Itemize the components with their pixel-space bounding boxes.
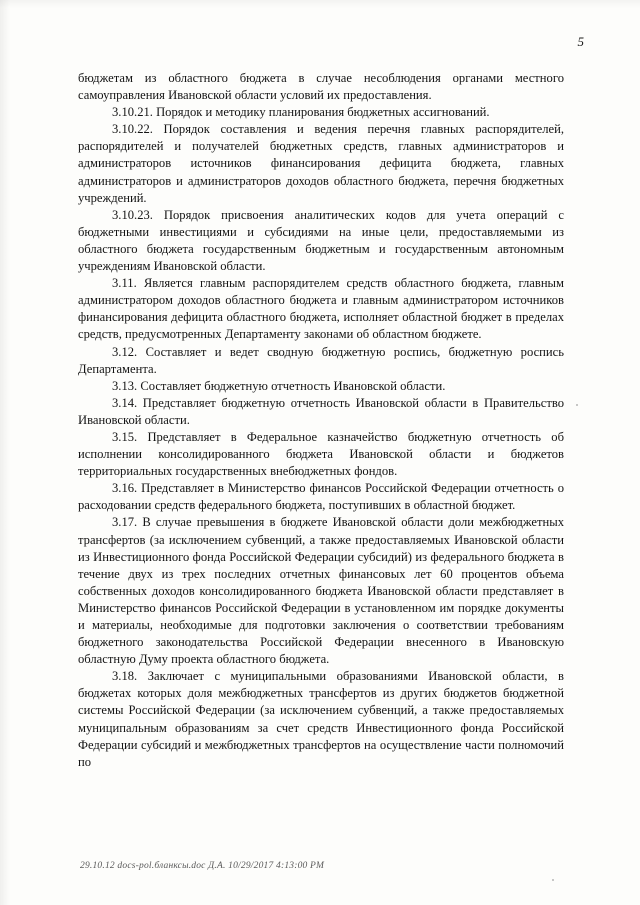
paragraph-3-18: 3.18. Заключает с муниципальными образованиями Ивановской области, в бюджетах которых доля межбюджетных трансфертов из других бюджетов бюджетной системы Российской Федерации (за исключением субвенций, а также предоставляемых муниципальным образованиям за счет средств Инвестиционного фонда Российской Федерации субсидий и межбюджетных трансфертов на осуществление части полномочий по	[78, 669, 564, 769]
paragraph-3-10-21: 3.10.21. Порядок и методику планирования бюджетных ассигнований.	[112, 105, 490, 120]
paragraph-3-14: 3.14. Представляет бюджетную отчетность Ивановской области в Правительство Ивановской области.	[78, 395, 564, 427]
paragraph-3-13: 3.13. Составляет бюджетную отчетность Ивановской области.	[112, 378, 446, 393]
scan-speck	[120, 456, 121, 457]
document-body	[78, 70, 564, 771]
paragraph-3-10-22: 3.10.22. Порядок составления и ведения перечня главных распорядителей, распорядителей и получателей бюджетных средств, главных администраторов и администраторов источников финансирования дефицита бюджета, главных администраторов и администраторов доходов областного бюджета, перечня бюджетных учреждений.	[78, 122, 564, 205]
paragraph-continuation: бюджетам из областного бюджета в случае несоблюдения органами местного самоуправления Ивановской области условий их предоставления.	[78, 71, 564, 103]
paragraph-3-17: 3.17. В случае превышения в бюджете Ивановской области доли межбюджетных трансфертов (за исключением субвенций, а также предоставляемых Ивановской области из Инвестиционного фонда Российской Федерации субсидий) из федерального бюджета в течение двух из трех последних отчетных финансовых лет 60 процентов объема собственных доходов консолидированного бюджета Ивановской области представляет в Министерство финансов Российской Федерации в установленном им порядке документы и материалы, необходимые для подготовки заключения о соответствии требованиям бюджетного законодательства Российской Федерации внесенного в Ивановскую областную Думу проекта областного бюджета.	[78, 515, 564, 667]
scan-speck	[552, 879, 554, 881]
paragraph-3-15: 3.15. Представляет в Федеральное казначейство бюджетную отчетность об исполнении консолидированного бюджета Ивановской области и бюджетов территориальных государственных внебюджетных фондов.	[78, 429, 564, 479]
paragraph-3-11: 3.11. Является главным распорядителем средств областного бюджета, главным администратором доходов областного бюджета и главным администратором источников финансирования дефицита областного бюджета, исполняет областной бюджет в пределах средств, предусмотренных Департаменту законами об областном бюджете.	[78, 276, 564, 342]
paragraph-3-12: 3.12. Составляет и ведет сводную бюджетную роспись, бюджетную роспись Департамента.	[78, 344, 564, 376]
footer-file-stamp: 29.10.12 docs-pol.бланксы.doc Д.А. 10/29/2017 4:13:00 PM	[80, 861, 325, 871]
page-number: 5	[577, 34, 584, 49]
page-edge-shadow-left	[0, 0, 10, 905]
page-edge-shadow-top	[0, 0, 640, 8]
scan-speck	[468, 620, 469, 621]
paragraph-3-16: 3.16. Представляет в Министерство финансов Российской Федерации отчетность о расходовании средств федерального бюджета, поступивших в областной бюджет.	[78, 481, 564, 513]
paragraph-3-10-23: 3.10.23. Порядок присвоения аналитических кодов для учета операций с бюджетными инвестициями и субсидиями на иные цели, предоставляемыми из областного бюджета государственным бюджетным и государственным автономным учреждениям Ивановской области.	[78, 207, 564, 274]
scan-speck	[576, 404, 578, 406]
